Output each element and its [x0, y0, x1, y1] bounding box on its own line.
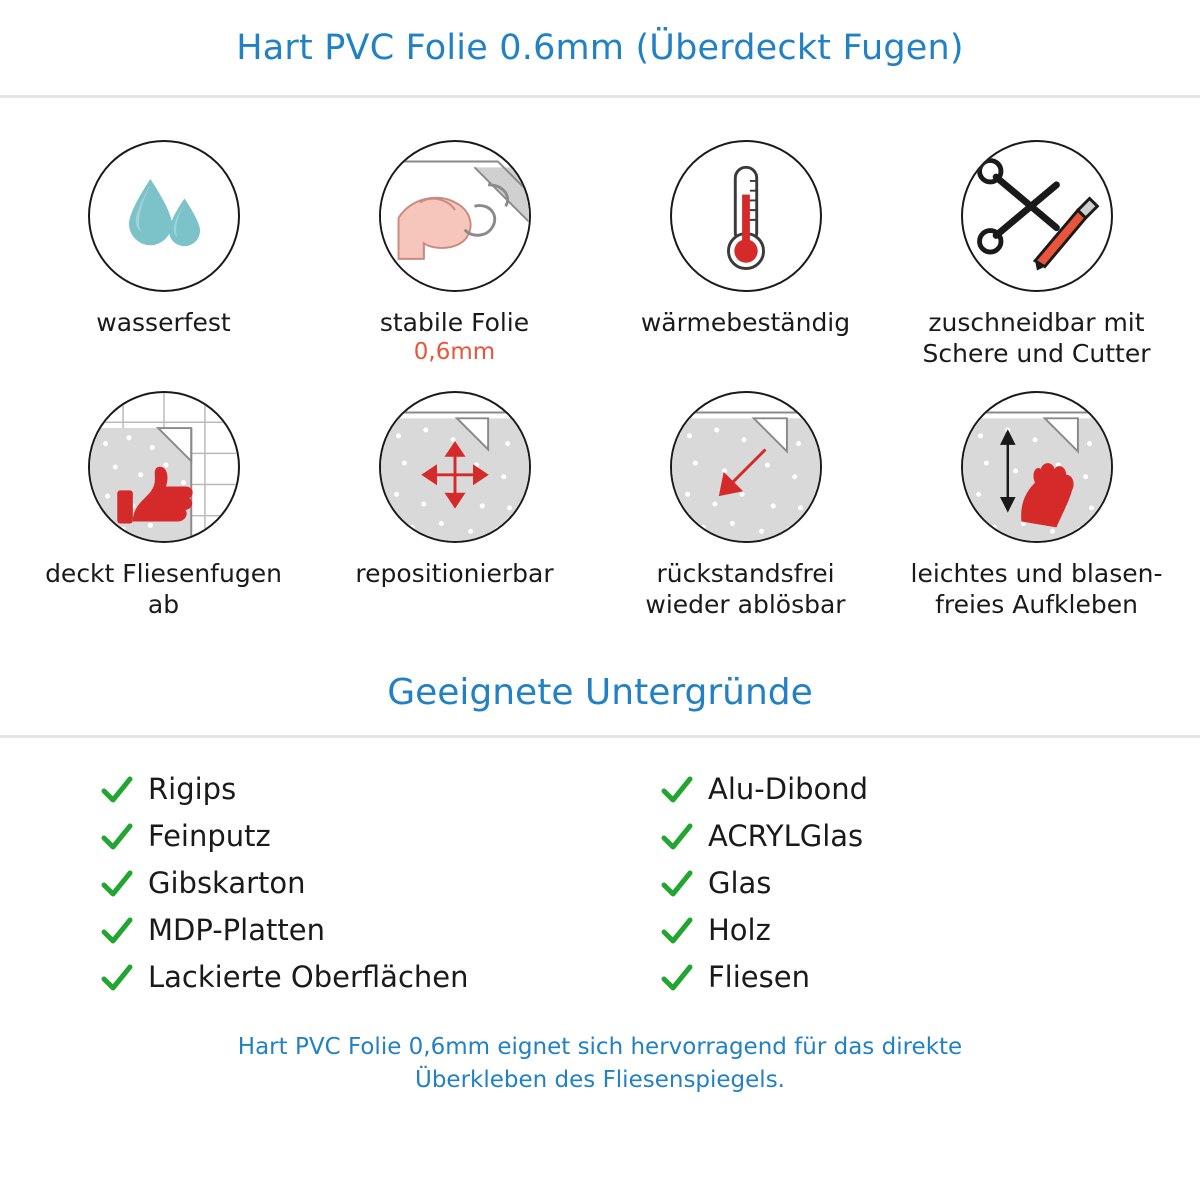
substrate-label: Lackierte Oberflächen [148, 960, 469, 994]
check-icon [100, 867, 134, 901]
footnote-line-1: Hart PVC Folie 0,6mm eignet sich hervorragend für das direkte [237, 1034, 963, 1060]
feature-rueckstandsfrei [600, 391, 891, 620]
feature-label: rückstandsfrei wieder ablösbar [645, 559, 846, 619]
feature-repositionierbar [309, 391, 600, 620]
footnote [0, 1031, 1200, 1098]
check-icon [100, 773, 134, 807]
check-icon [100, 820, 134, 854]
check-icon [100, 961, 134, 995]
scissors-cutter-icon [961, 140, 1113, 292]
check-icon [100, 914, 134, 948]
substrate-label: ACRYLGlas [708, 819, 864, 853]
substrate-label: Holz [708, 913, 771, 947]
substrate-label: Fliesen [708, 960, 810, 994]
substrate-column-right [600, 766, 1200, 1001]
list-item [660, 766, 1200, 813]
flexed-arm-icon [379, 140, 531, 292]
list-item [660, 860, 1200, 907]
check-icon [660, 773, 694, 807]
substrate-label: Feinputz [148, 819, 271, 853]
list-item [100, 813, 600, 860]
feature-sublabel: 0,6mm [413, 338, 496, 365]
list-item [660, 813, 1200, 860]
substrate-label: MDP-Platten [148, 913, 325, 947]
page-title: Hart PVC Folie 0.6mm (Überdeckt Fugen) [236, 27, 964, 68]
check-icon [660, 961, 694, 995]
feature-label: stabile Folie [379, 308, 530, 337]
substrate-label: Gibskarton [148, 866, 306, 900]
feature-label: wärmebeständig [640, 308, 851, 337]
move-arrows-icon [379, 391, 531, 543]
substrate-label: Alu-Dibond [708, 772, 869, 806]
feature-label: deckt Fliesenfugen ab [45, 559, 282, 619]
feature-wasserfest [18, 140, 309, 369]
feature-stabile-folie [309, 140, 600, 369]
feature-label: zuschneidbar mit Schere und Cutter [922, 308, 1151, 368]
feature-deckt-fliesenfugen [18, 391, 309, 620]
hand-smoothing-icon [961, 391, 1113, 543]
check-icon [660, 820, 694, 854]
list-item [100, 766, 600, 813]
section-title: Geeignete Untergründe [387, 672, 813, 713]
list-item [100, 907, 600, 954]
feature-aufkleben [891, 391, 1182, 620]
substrates-section-header [0, 672, 1200, 738]
list-item [100, 954, 600, 1001]
substrate-label: Glas [708, 866, 772, 900]
substrate-label: Rigips [148, 772, 237, 806]
water-drops-icon [88, 140, 240, 292]
substrates-lists [0, 738, 1200, 1001]
feature-zuschneidbar [891, 140, 1182, 369]
list-item [660, 954, 1200, 1001]
feature-label: leichtes und blasen-freies Aufkleben [910, 559, 1163, 619]
peel-arrow-icon [670, 391, 822, 543]
thumbs-up-tile-grid-icon [88, 391, 240, 543]
footnote-line-2: Überkleben des Fliesenspiegels. [414, 1067, 785, 1094]
feature-label: repositionierbar [355, 559, 554, 588]
check-icon [660, 914, 694, 948]
substrate-column-left [0, 766, 600, 1001]
list-item [100, 860, 600, 907]
page-header [0, 0, 1200, 98]
thermometer-icon [670, 140, 822, 292]
feature-label: wasserfest [96, 308, 231, 337]
feature-waermebestaendig [600, 140, 891, 369]
feature-grid [0, 98, 1200, 620]
list-item [660, 907, 1200, 954]
check-icon [660, 867, 694, 901]
